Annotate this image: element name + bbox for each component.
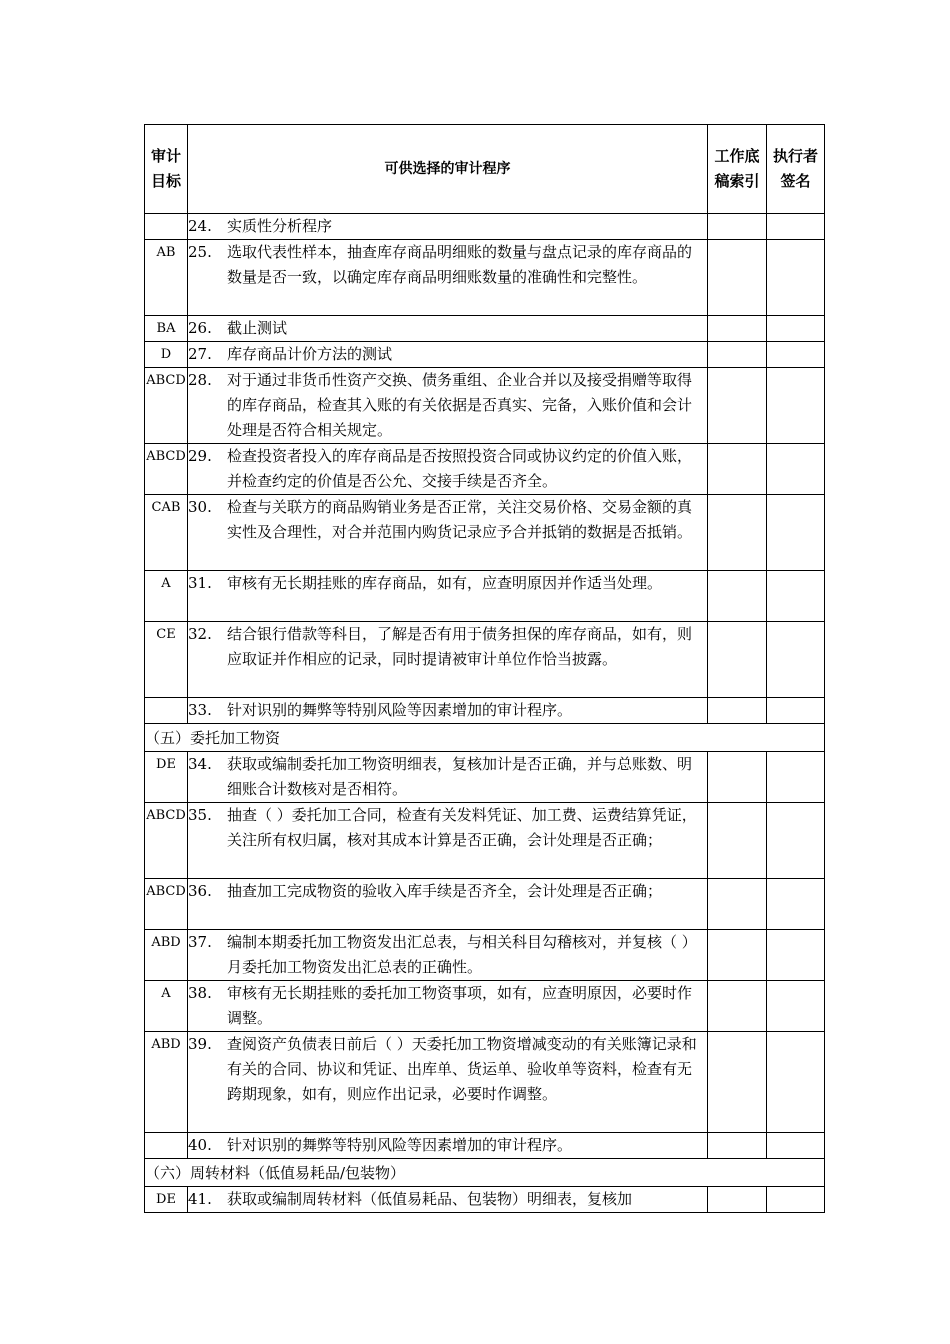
procedure-number: 33. bbox=[188, 701, 212, 719]
audit-target-cell: BA bbox=[145, 316, 188, 342]
header-signer bbox=[767, 125, 825, 214]
audit-target-cell: ABCD bbox=[145, 879, 188, 930]
procedure-text: 获取或编制周转材料（低值易耗品、包装物）明细表，复核加 bbox=[227, 1190, 633, 1208]
table-row bbox=[145, 368, 825, 444]
header-workpaper-index bbox=[708, 125, 767, 214]
audit-target-cell bbox=[145, 1133, 188, 1159]
signer-cell[interactable] bbox=[767, 342, 825, 368]
procedure-number: 36. bbox=[188, 882, 212, 900]
audit-target-cell: D bbox=[145, 342, 188, 368]
procedure-text: 实质性分析程序 bbox=[227, 217, 333, 235]
workpaper-index-cell[interactable] bbox=[708, 571, 767, 622]
signer-cell[interactable] bbox=[767, 316, 825, 342]
procedure-text: 结合银行借款等科目，了解是否有用于债务担保的库存商品，如有，则应取证并作相应的记录，同时提请被审计单位作恰当披露。 bbox=[227, 625, 693, 668]
procedure-cell bbox=[188, 930, 708, 981]
audit-target-cell: ABCD bbox=[145, 803, 188, 879]
procedure-text: 针对识别的舞弊等特别风险等因素增加的审计程序。 bbox=[227, 1136, 573, 1154]
table-row bbox=[145, 803, 825, 879]
table-body bbox=[145, 214, 825, 1213]
signer-cell[interactable] bbox=[767, 879, 825, 930]
workpaper-index-cell[interactable] bbox=[708, 698, 767, 724]
workpaper-index-cell[interactable] bbox=[708, 368, 767, 444]
signer-cell[interactable] bbox=[767, 444, 825, 495]
header-workpaper-line1: 工作底 bbox=[714, 147, 760, 165]
workpaper-index-cell[interactable] bbox=[708, 240, 767, 316]
procedure-cell bbox=[188, 698, 708, 724]
header-workpaper-line2: 稿索引 bbox=[714, 172, 760, 190]
procedure-text: 抽查加工完成物资的验收入库手续是否齐全，会计处理是否正确； bbox=[227, 882, 663, 900]
procedure-cell bbox=[188, 316, 708, 342]
audit-target-cell: DE bbox=[145, 752, 188, 803]
procedure-cell bbox=[188, 444, 708, 495]
section-title: （五）委托加工物资 bbox=[145, 724, 825, 752]
header-audit-target bbox=[145, 125, 188, 214]
procedure-number: 24. bbox=[188, 217, 212, 235]
signer-cell[interactable] bbox=[767, 214, 825, 240]
signer-cell[interactable] bbox=[767, 368, 825, 444]
signer-cell[interactable] bbox=[767, 752, 825, 803]
table-row bbox=[145, 752, 825, 803]
procedure-cell bbox=[188, 622, 708, 698]
table-row bbox=[145, 981, 825, 1032]
table-row bbox=[145, 342, 825, 368]
workpaper-index-cell[interactable] bbox=[708, 930, 767, 981]
procedure-cell bbox=[188, 1187, 708, 1213]
section-row bbox=[145, 724, 825, 752]
audit-target-cell: ABD bbox=[145, 930, 188, 981]
procedure-number: 39. bbox=[188, 1035, 212, 1053]
procedure-number: 41. bbox=[188, 1190, 212, 1208]
signer-cell[interactable] bbox=[767, 981, 825, 1032]
table-row bbox=[145, 930, 825, 981]
procedure-number: 37. bbox=[188, 933, 212, 951]
procedure-cell bbox=[188, 214, 708, 240]
table-row bbox=[145, 1032, 825, 1133]
table-row bbox=[145, 316, 825, 342]
procedure-text: 对于通过非货币性资产交换、债务重组、企业合并以及接受捐赠等取得的库存商品，检查其入账的有关依据是否真实、完备，入账价值和会计处理是否符合相关规定。 bbox=[227, 371, 693, 439]
table-row bbox=[145, 1187, 825, 1213]
section-title: （六）周转材料（低值易耗品/包装物） bbox=[145, 1159, 825, 1187]
audit-target-cell: A bbox=[145, 571, 188, 622]
header-signer-line2: 签名 bbox=[780, 172, 811, 190]
procedure-number: 26. bbox=[188, 319, 212, 337]
procedure-number: 29. bbox=[188, 447, 212, 465]
procedure-number: 27. bbox=[188, 345, 212, 363]
procedure-cell bbox=[188, 1133, 708, 1159]
procedure-number: 38. bbox=[188, 984, 212, 1002]
procedure-cell bbox=[188, 240, 708, 316]
procedure-text: 审核有无长期挂账的库存商品，如有，应查明原因并作适当处理。 bbox=[227, 574, 663, 592]
signer-cell[interactable] bbox=[767, 930, 825, 981]
table-row bbox=[145, 214, 825, 240]
audit-target-cell bbox=[145, 214, 188, 240]
header-procedure: 可供选择的审计程序 bbox=[188, 125, 708, 214]
workpaper-index-cell[interactable] bbox=[708, 1187, 767, 1213]
workpaper-index-cell[interactable] bbox=[708, 622, 767, 698]
signer-cell[interactable] bbox=[767, 1133, 825, 1159]
workpaper-index-cell[interactable] bbox=[708, 752, 767, 803]
signer-cell[interactable] bbox=[767, 1187, 825, 1213]
procedure-text: 审核有无长期挂账的委托加工物资事项，如有，应查明原因，必要时作调整。 bbox=[227, 984, 693, 1027]
workpaper-index-cell[interactable] bbox=[708, 803, 767, 879]
procedure-cell bbox=[188, 752, 708, 803]
procedure-cell bbox=[188, 1032, 708, 1133]
audit-target-cell: CAB bbox=[145, 495, 188, 571]
procedure-number: 34. bbox=[188, 755, 212, 773]
procedure-cell bbox=[188, 981, 708, 1032]
section-row bbox=[145, 1159, 825, 1187]
table-header-row bbox=[145, 125, 825, 214]
workpaper-index-cell[interactable] bbox=[708, 981, 767, 1032]
header-audit-target-line1: 审计 bbox=[150, 147, 181, 165]
header-audit-target-line2: 目标 bbox=[150, 172, 181, 190]
procedure-cell bbox=[188, 803, 708, 879]
procedure-number: 32. bbox=[188, 625, 212, 643]
workpaper-index-cell[interactable] bbox=[708, 1133, 767, 1159]
audit-target-cell: DE bbox=[145, 1187, 188, 1213]
procedure-text: 截止测试 bbox=[227, 319, 288, 337]
table-row bbox=[145, 879, 825, 930]
procedure-text: 检查与关联方的商品购销业务是否正常，关注交易价格、交易金额的真实性及合理性，对合并范围内购货记录应予合并抵销的数据是否抵销。 bbox=[227, 498, 693, 541]
procedure-text: 检查投资者投入的库存商品是否按照投资合同或协议约定的价值入账，并检查约定的价值是否公允、交接手续是否齐全。 bbox=[227, 447, 693, 490]
signer-cell[interactable] bbox=[767, 571, 825, 622]
audit-target-cell: A bbox=[145, 981, 188, 1032]
table-row bbox=[145, 622, 825, 698]
audit-target-cell: ABD bbox=[145, 1032, 188, 1133]
procedure-text: 查阅资产负债表日前后（ ）天委托加工物资增减变动的有关账簿记录和有关的合同、协议和凭证、出库单、货运单、验收单等资料，检查有无跨期现象，如有，则应作出记录，必要时作调整。 bbox=[227, 1035, 697, 1103]
signer-cell[interactable] bbox=[767, 622, 825, 698]
workpaper-index-cell[interactable] bbox=[708, 214, 767, 240]
audit-target-cell: ABCD bbox=[145, 368, 188, 444]
audit-procedure-table bbox=[144, 124, 825, 1213]
workpaper-index-cell[interactable] bbox=[708, 879, 767, 930]
table-row bbox=[145, 1133, 825, 1159]
workpaper-index-cell[interactable] bbox=[708, 495, 767, 571]
procedure-text: 库存商品计价方法的测试 bbox=[227, 345, 393, 363]
procedure-number: 35. bbox=[188, 806, 212, 824]
table-row bbox=[145, 240, 825, 316]
procedure-text: 选取代表性样本，抽查库存商品明细账的数量与盘点记录的库存商品的数量是否一致，以确定库存商品明细账数量的准确性和完整性。 bbox=[227, 243, 693, 286]
procedure-cell bbox=[188, 879, 708, 930]
procedure-number: 31. bbox=[188, 574, 212, 592]
workpaper-index-cell[interactable] bbox=[708, 342, 767, 368]
signer-cell[interactable] bbox=[767, 698, 825, 724]
workpaper-index-cell[interactable] bbox=[708, 444, 767, 495]
signer-cell[interactable] bbox=[767, 803, 825, 879]
signer-cell[interactable] bbox=[767, 240, 825, 316]
procedure-number: 40. bbox=[188, 1136, 212, 1154]
procedure-text: 针对识别的舞弊等特别风险等因素增加的审计程序。 bbox=[227, 701, 573, 719]
procedure-text: 获取或编制委托加工物资明细表，复核加计是否正确，并与总账数、明细账合计数核对是否相符。 bbox=[227, 755, 693, 798]
procedure-cell bbox=[188, 342, 708, 368]
audit-target-cell bbox=[145, 698, 188, 724]
workpaper-index-cell[interactable] bbox=[708, 316, 767, 342]
procedure-text: 编制本期委托加工物资发出汇总表，与相关科目勾稽核对，并复核（ ）月委托加工物资发出汇总表的正确性。 bbox=[227, 933, 697, 976]
procedure-cell bbox=[188, 495, 708, 571]
table-row bbox=[145, 571, 825, 622]
workpaper-index-cell[interactable] bbox=[708, 1032, 767, 1133]
audit-target-cell: ABCD bbox=[145, 444, 188, 495]
procedure-cell bbox=[188, 368, 708, 444]
procedure-cell bbox=[188, 571, 708, 622]
procedure-text: 抽查（ ）委托加工合同，检查有关发料凭证、加工费、运费结算凭证，关注所有权归属，核对其成本计算是否正确，会计处理是否正确； bbox=[227, 806, 697, 849]
procedure-number: 30. bbox=[188, 498, 212, 516]
audit-target-cell: CE bbox=[145, 622, 188, 698]
procedure-number: 25. bbox=[188, 243, 212, 261]
table-row bbox=[145, 698, 825, 724]
signer-cell[interactable] bbox=[767, 1032, 825, 1133]
audit-target-cell: AB bbox=[145, 240, 188, 316]
signer-cell[interactable] bbox=[767, 495, 825, 571]
table-row bbox=[145, 495, 825, 571]
table-row bbox=[145, 444, 825, 495]
procedure-number: 28. bbox=[188, 371, 212, 389]
header-signer-line1: 执行者 bbox=[772, 147, 818, 165]
